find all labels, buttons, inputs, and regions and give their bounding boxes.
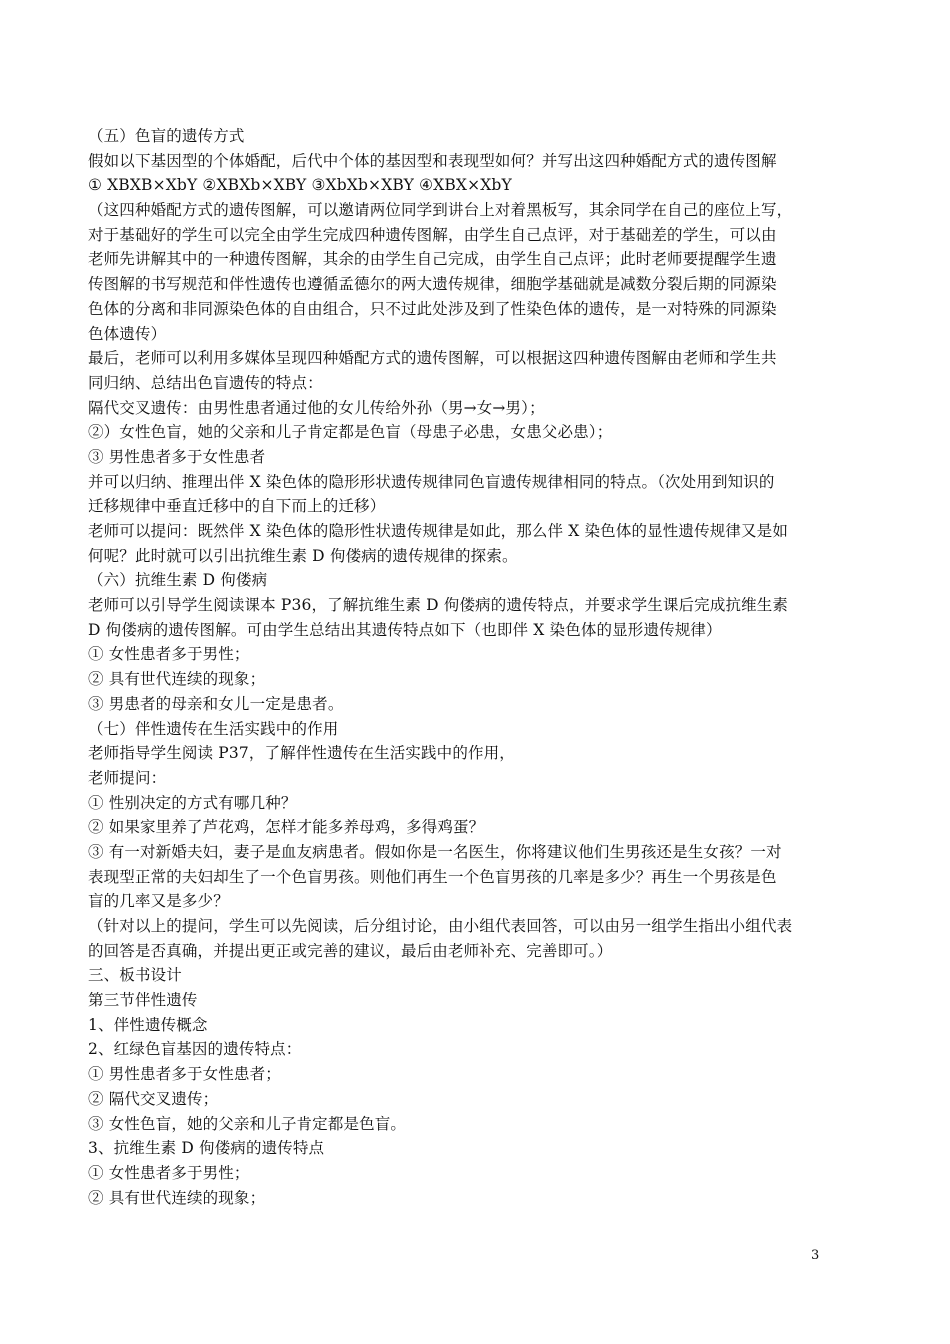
text-line: ③ 女性色盲，她的父亲和儿子肯定都是色盲。: [88, 1114, 407, 1133]
text-line: 老师指导学生阅读 P37，了解伴性遗传在生活实践中的作用，: [88, 744, 515, 763]
text-line: ② 隔代交叉遗传；: [88, 1089, 219, 1108]
text-line: ① 男性患者多于女性患者；: [88, 1065, 281, 1084]
text-line: （针对以上的提问，学生可以先阅读，后分组讨论，由小组代表回答，可以由另一组学生指出小组代表: [88, 917, 793, 935]
text-line: ② 具有世代连续的现象；: [88, 670, 266, 689]
text-line: 并可以归纳、推理出伴 X 染色体的隐形形状遗传规律同色盲遗传规律相同的特点。（次处用到知识的: [88, 472, 775, 491]
text-line: 隔代交叉遗传：由男性患者通过他的女儿传给外孙（男→女→男）；: [88, 398, 545, 417]
text-line: 老师可以引导学生阅读课本 P36，了解抗维生素 D 佝偻病的遗传特点，并要求学生课后完成抗维生素: [88, 596, 789, 615]
text-line: 最后，老师可以利用多媒体呈现四种婚配方式的遗传图解，可以根据这四种遗传图解由老师和学生共: [88, 349, 777, 368]
text-line: 何呢？此时就可以引出抗维生素 D 佝偻病的遗传规律的探索。: [88, 546, 518, 565]
text-line: 迁移规律中垂直迁移中的自下而上的迁移）: [88, 497, 386, 516]
text-line: 3、抗维生素 D 佝偻病的遗传特点: [88, 1139, 325, 1158]
text-line: 第三节伴性遗传: [88, 991, 198, 1010]
text-line: ① 女性患者多于男性；: [88, 645, 250, 664]
text-line: ③ 男性患者多于女性患者: [88, 447, 266, 466]
text-line: 2、红绿色盲基因的遗传特点：: [88, 1040, 302, 1059]
text-line: 同归纳、总结出色盲遗传的特点：: [88, 373, 323, 392]
text-line: ① 女性患者多于男性；: [88, 1163, 250, 1182]
text-line: ② 具有世代连续的现象；: [88, 1188, 266, 1207]
text-line: ③ 有一对新婚夫妇，妻子是血友病患者。假如你是一名医生，你将建议他们生男孩还是生女孩？一对: [88, 842, 782, 861]
text-line: 对于基础好的学生可以完全由学生完成四种遗传图解，由学生自己点评，对于基础差的学生，可以由: [88, 225, 777, 244]
text-line: ③ 男患者的母亲和女儿一定是患者。: [88, 694, 344, 713]
text-line: 盲的几率又是多少？: [88, 892, 229, 911]
page-number: 3: [811, 1248, 820, 1263]
text-line: 假如以下基因型的个体婚配，后代中个体的基因型和表现型如何？并写出这四种婚配方式的遗传图解: [88, 151, 777, 170]
text-line: 表现型正常的夫妇却生了一个色盲男孩。则他们再生一个色盲男孩的几率是多少？再生一个男孩是色: [88, 867, 777, 886]
text-line: 老师可以提问：既然伴 X 染色体的隐形性状遗传规律是如此，那么伴 X 染色体的显性遗传规律又是如: [88, 522, 788, 540]
text-line: 色体遗传）: [88, 324, 167, 343]
text-line: D 佝偻病的遗传图解。可由学生总结出其遗传特点如下（也即伴 X 染色体的显形遗传规律）: [88, 620, 722, 639]
document-body: [88, 124, 862, 1210]
text-line: 1、伴性遗传概念: [88, 1015, 208, 1034]
text-line: （六）抗维生素 D 佝偻病: [88, 571, 268, 590]
text-line: （五）色盲的遗传方式: [88, 127, 245, 145]
text-line: 的回答是否真确，并提出更正或完善的建议，最后由老师补充、完善即可。）: [88, 941, 613, 960]
text-line: （这四种婚配方式的遗传图解，可以邀请两位同学到讲台上对着黑板写，其余同学在自己的座位上写，: [88, 201, 793, 220]
text-line: ① XBXB×XbY ②XBXb×XBY ③XbXb×XBY ④XBX×XbY: [88, 176, 512, 195]
text-line: 老师提问：: [88, 768, 167, 787]
text-line: ② 如果家里养了芦花鸡，怎样才能多养母鸡，多得鸡蛋？: [88, 818, 485, 837]
text-line: 色体的分离和非同源染色体的自由组合，只不过此处涉及到了性染色体的遗传，是一对特殊的同源染: [88, 299, 777, 318]
text-line: 传图解的书写规范和伴性遗传也遵循孟德尔的两大遗传规律，细胞学基础就是减数分裂后期的同源染: [88, 275, 777, 294]
text-line: ②）女性色盲，她的父亲和儿子肯定都是色盲（母患子必患，女患父必患）；: [88, 423, 613, 442]
text-line: 老师先讲解其中的一种遗传图解，其余的由学生自己完成，由学生自己点评；此时老师要提醒学生遗: [88, 250, 777, 269]
text-line: ① 性别决定的方式有哪几种？: [88, 793, 297, 812]
text-line: 三、板书设计: [88, 966, 182, 985]
text-line: （七）伴性遗传在生活实践中的作用: [88, 719, 339, 738]
